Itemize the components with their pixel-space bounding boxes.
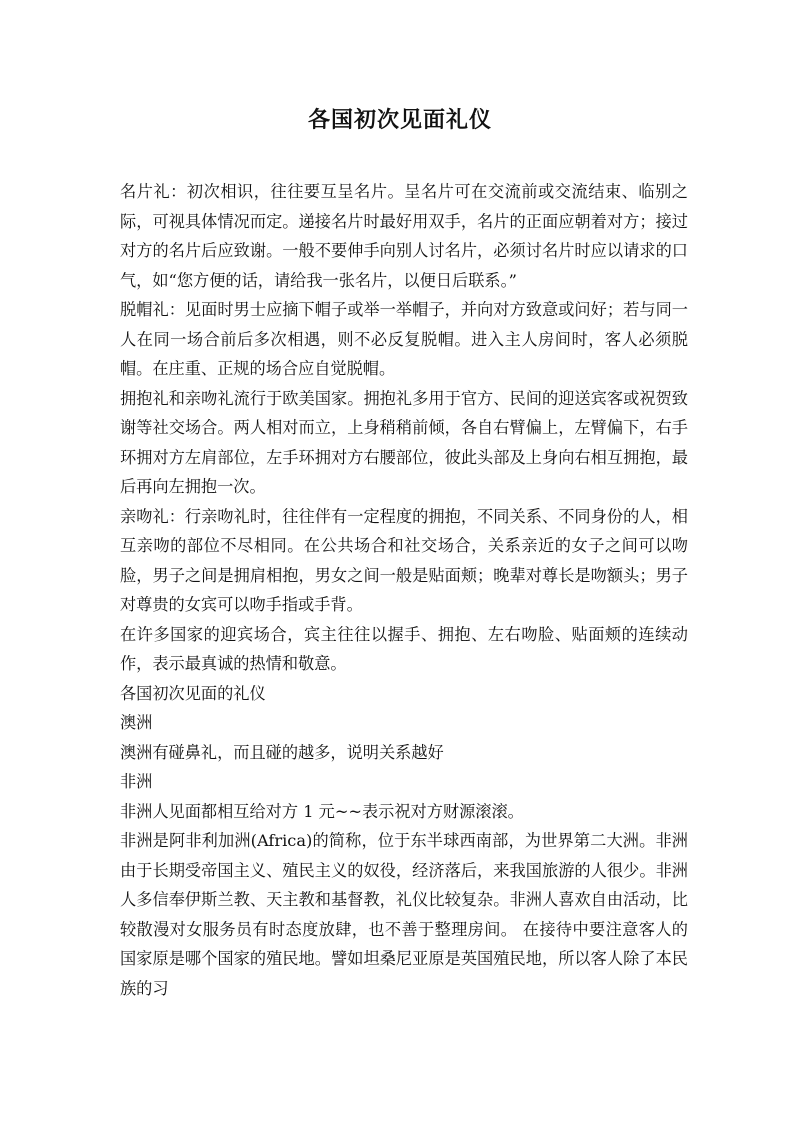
paragraph-australia: 澳洲有碰鼻礼，而且碰的越多，说明关系越好 [120,742,444,762]
document-title: 各国初次见面礼仪 [307,107,492,133]
document-body [120,177,688,1003]
paragraph-welcome-ceremony: 在许多国家的迎宾场合，宾主往往以握手、拥抱、左右吻脸、贴面颊的连续动作，表示最真诚的热情和敬意。 [120,624,688,673]
paragraph-business-card-etiquette: 名片礼：初次相识，往往要互呈名片。呈名片可在交流前或交流结束、临别之际，可视具体情况而定。递接名片时最好用双手，名片的正面应朝着对方；接过对方的名片后应致谢。一般不要伸手向别人讨名片，必须讨名片时应以请求的口气，如“您方便的话，请给我一张名片，以便日后联系。” [120,182,688,290]
subheading-australia: 澳洲 [120,713,153,732]
paragraph-hug-etiquette: 拥抱礼和亲吻礼流行于欧美国家。拥抱礼多用于官方、民间的迎送宾客或祝贺致谢等社交场合。两人相对而立，上身稍稍前倾，各自右臂偏上，左臂偏下，右手环拥对方左肩部位，左手环拥对方右腰部位，彼此头部及上身向右相互拥抱，最后再向左拥抱一次。 [120,388,688,496]
paragraph-africa-greeting: 非洲人见面都相互给对方 1 元~~表示祝对方财源滚滚。 [120,801,524,821]
section-heading-first-meeting: 各国初次见面的礼仪 [120,683,266,703]
subheading-africa: 非洲 [120,772,153,791]
paragraph-africa-overview: 非洲是阿非利加洲(Africa)的简称，位于东半球西南部，为世界第二大洲。非洲由于长期受帝国主义、殖民主义的奴役，经济落后，来我国旅游的人很少。非洲人多信奉伊斯兰教、天主教和基督教，礼仪比较复杂。非洲人喜欢自由活动，比较散漫对女服务员有时态度放肆，也不善于整理房间。 在接待中要注意客人的国家原是哪个国家的殖民地。譬如坦桑尼亚原是英国殖民地，所以客人除了本民族的习 [120,831,688,998]
paragraph-kiss-etiquette: 亲吻礼：行亲吻礼时，往往伴有一定程度的拥抱，不同关系、不同身份的人，相互亲吻的部位不尽相同。在公共场合和社交场合，关系亲近的女子之间可以吻脸，男子之间是拥肩相抱，男女之间一般是贴面颊；晚辈对尊长是吻额头；男子对尊贵的女宾可以吻手指或手背。 [120,506,688,614]
paragraph-hat-removal-etiquette: 脱帽礼：见面时男士应摘下帽子或举一举帽子，并向对方致意或问好；若与同一人在同一场合前后多次相遇，则不必反复脱帽。进入主人房间时，客人必须脱帽。在庄重、正规的场合应自觉脱帽。 [120,300,688,378]
